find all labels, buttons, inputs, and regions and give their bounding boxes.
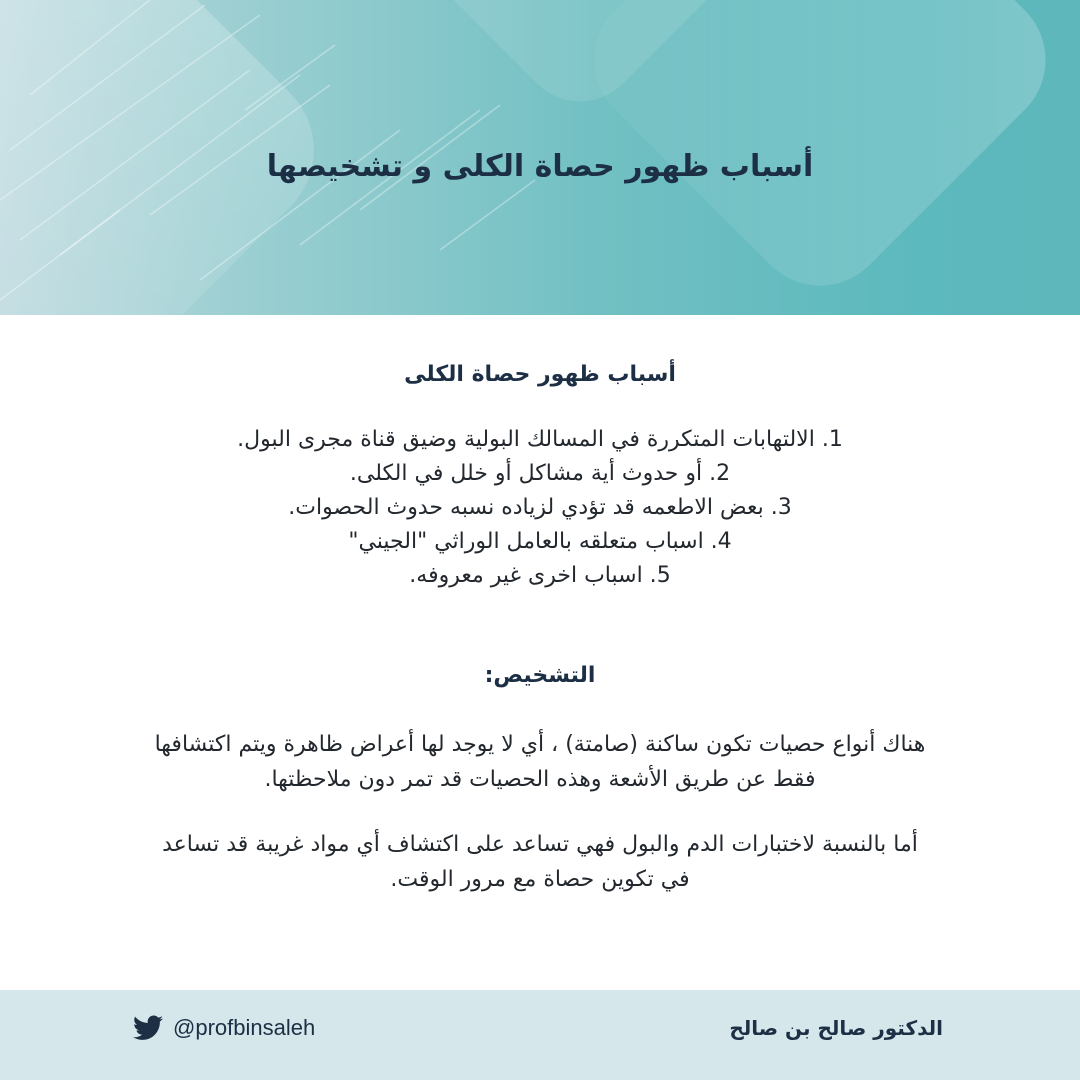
twitter-handle-link[interactable]: [133, 1012, 315, 1044]
paragraph-line: أما بالنسبة لاختبارات الدم والبول فهي تساعد على اكتشاف أي مواد غريبة قد تساعد: [162, 832, 918, 857]
list-item: 4. اسباب متعلقه بالعامل الوراثي "الجيني": [348, 529, 732, 554]
diagnosis-paragraph-1: [60, 727, 1020, 797]
header-banner: [0, 0, 1080, 315]
list-item: 2. أو حدوث أية مشاكل أو خلل في الكلى.: [349, 461, 731, 486]
footer-bar: [0, 990, 1080, 1080]
list-item: 5. اسباب اخرى غير معروفه.: [409, 563, 671, 588]
author-name: الدكتور صالح بن صالح: [729, 1016, 943, 1040]
twitter-handle: @profbinsaleh: [173, 1015, 316, 1040]
list-item: 3. بعض الاطعمه قد تؤدي لزياده نسبه حدوث الحصوات.: [288, 495, 792, 520]
paragraph-line: في تكوين حصاة مع مرور الوقت.: [390, 867, 690, 892]
causes-list: [60, 423, 1020, 593]
page-title: أسباب ظهور حصاة الكلى و تشخيصها: [266, 149, 814, 184]
content-area: [60, 315, 1020, 990]
list-item: 1. الالتهابات المتكررة في المسالك البولية وضيق قناة مجرى البول.: [237, 427, 843, 452]
diagnosis-paragraph-2: [60, 827, 1020, 897]
diagnosis-heading: التشخيص:: [484, 663, 596, 688]
paragraph-line: فقط عن طريق الأشعة وهذه الحصيات قد تمر دون ملاحظتها.: [264, 767, 816, 792]
causes-heading: أسباب ظهور حصاة الكلى: [404, 362, 676, 387]
twitter-icon: [133, 1015, 163, 1041]
paragraph-line: هناك أنواع حصيات تكون ساكنة (صامتة) ، أي لا يوجد لها أعراض ظاهرة ويتم اكتشافها: [154, 732, 926, 757]
